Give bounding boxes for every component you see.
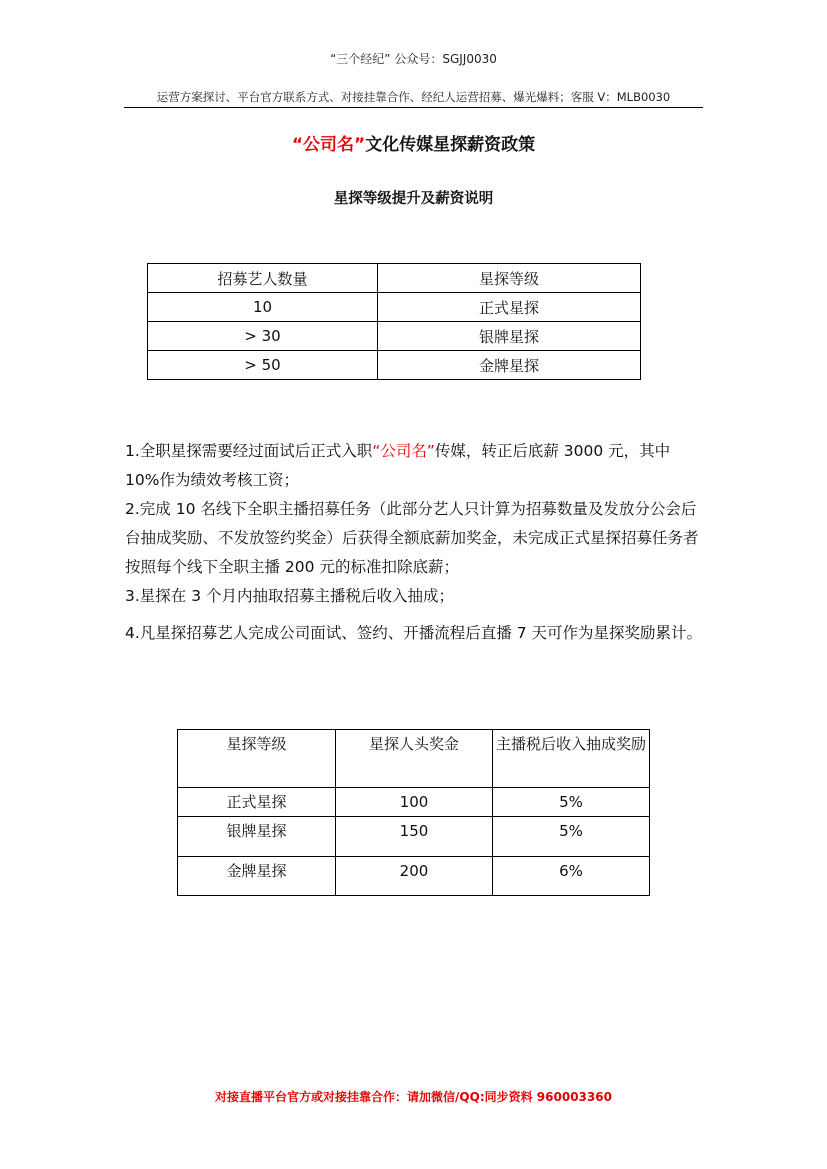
reward-table <box>177 729 650 896</box>
header-wechat-line: “三个经纪” 公众号：SGJJ0030 <box>330 52 497 66</box>
table-header-cell: 招募艺人数量 <box>148 264 378 293</box>
table-cell: 200 <box>336 857 493 896</box>
table-header-cell: 星探等级 <box>178 730 336 788</box>
table-cell: 5% <box>493 817 650 857</box>
table-header-cell: 星探人头奖金 <box>336 730 493 788</box>
table-cell: > 50 <box>148 351 378 380</box>
table-cell: 金牌星探 <box>378 351 641 380</box>
document-subtitle: 星探等级提升及薪资说明 <box>333 191 494 207</box>
table-cell: > 30 <box>148 322 378 351</box>
header-divider <box>124 107 703 108</box>
table-row <box>148 293 641 322</box>
table-row <box>178 817 650 857</box>
title-text: 文化传媒星探薪资政策 <box>365 135 536 155</box>
table-row <box>148 322 641 351</box>
paragraph-4: 4.凡星探招募艺人完成公司面试、签约、开播流程后直播 7 天可作为星探奖励累计。 <box>125 624 703 642</box>
header-services-line: 运营方案探讨、平台官方联系方式、对接挂靠合作、经纪人运营招募、爆光爆料；客服 V：MLB0030 <box>156 90 671 104</box>
table-row <box>178 857 650 896</box>
paragraph-1-start: 1.全职星探需要经过面试后正式入职 <box>125 442 373 460</box>
table-cell: 正式星探 <box>178 788 336 817</box>
table-cell: 100 <box>336 788 493 817</box>
table-cell: 正式星探 <box>378 293 641 322</box>
table-header-row <box>148 264 641 293</box>
table-row <box>148 351 641 380</box>
table-cell: 6% <box>493 857 650 896</box>
paragraph-1-end: 传媒，转正后底薪 3000 元，其中 10%作为绩效考核工资； <box>125 442 671 489</box>
title-company-name: “公司名” <box>291 135 366 155</box>
level-table <box>147 263 641 380</box>
table-cell: 银牌星探 <box>178 817 336 857</box>
table-header-cell: 主播税后收入抽成奖励 <box>493 730 650 788</box>
paragraph-3: 3.星探在 3 个月内抽取招募主播税后收入抽成； <box>125 587 455 605</box>
table-header-row <box>178 730 650 788</box>
table-cell: 10 <box>148 293 378 322</box>
footer-contact: 对接直播平台官方或对接挂靠合作：请加微信/QQ:同步资料 960003360 <box>215 1090 612 1104</box>
table-cell: 银牌星探 <box>378 322 641 351</box>
policy-body <box>125 437 705 648</box>
table-cell: 150 <box>336 817 493 857</box>
paragraph-2: 2.完成 10 名线下全职主播招募任务（此部分艺人只计算为招募数量及发放分公会后台抽成奖励、不发放签约奖金）后获得全额底薪加奖金，未完成正式星探招募任务者按照每个线下全职主播 200 元的标准扣除底薪； <box>125 500 699 576</box>
table-row <box>178 788 650 817</box>
document-title <box>0 130 827 155</box>
paragraph-1-company-name: “公司名” <box>372 442 435 460</box>
table-header-cell: 星探等级 <box>378 264 641 293</box>
paragraph-1 <box>125 437 705 495</box>
table-cell: 5% <box>493 788 650 817</box>
table-cell: 金牌星探 <box>178 857 336 896</box>
